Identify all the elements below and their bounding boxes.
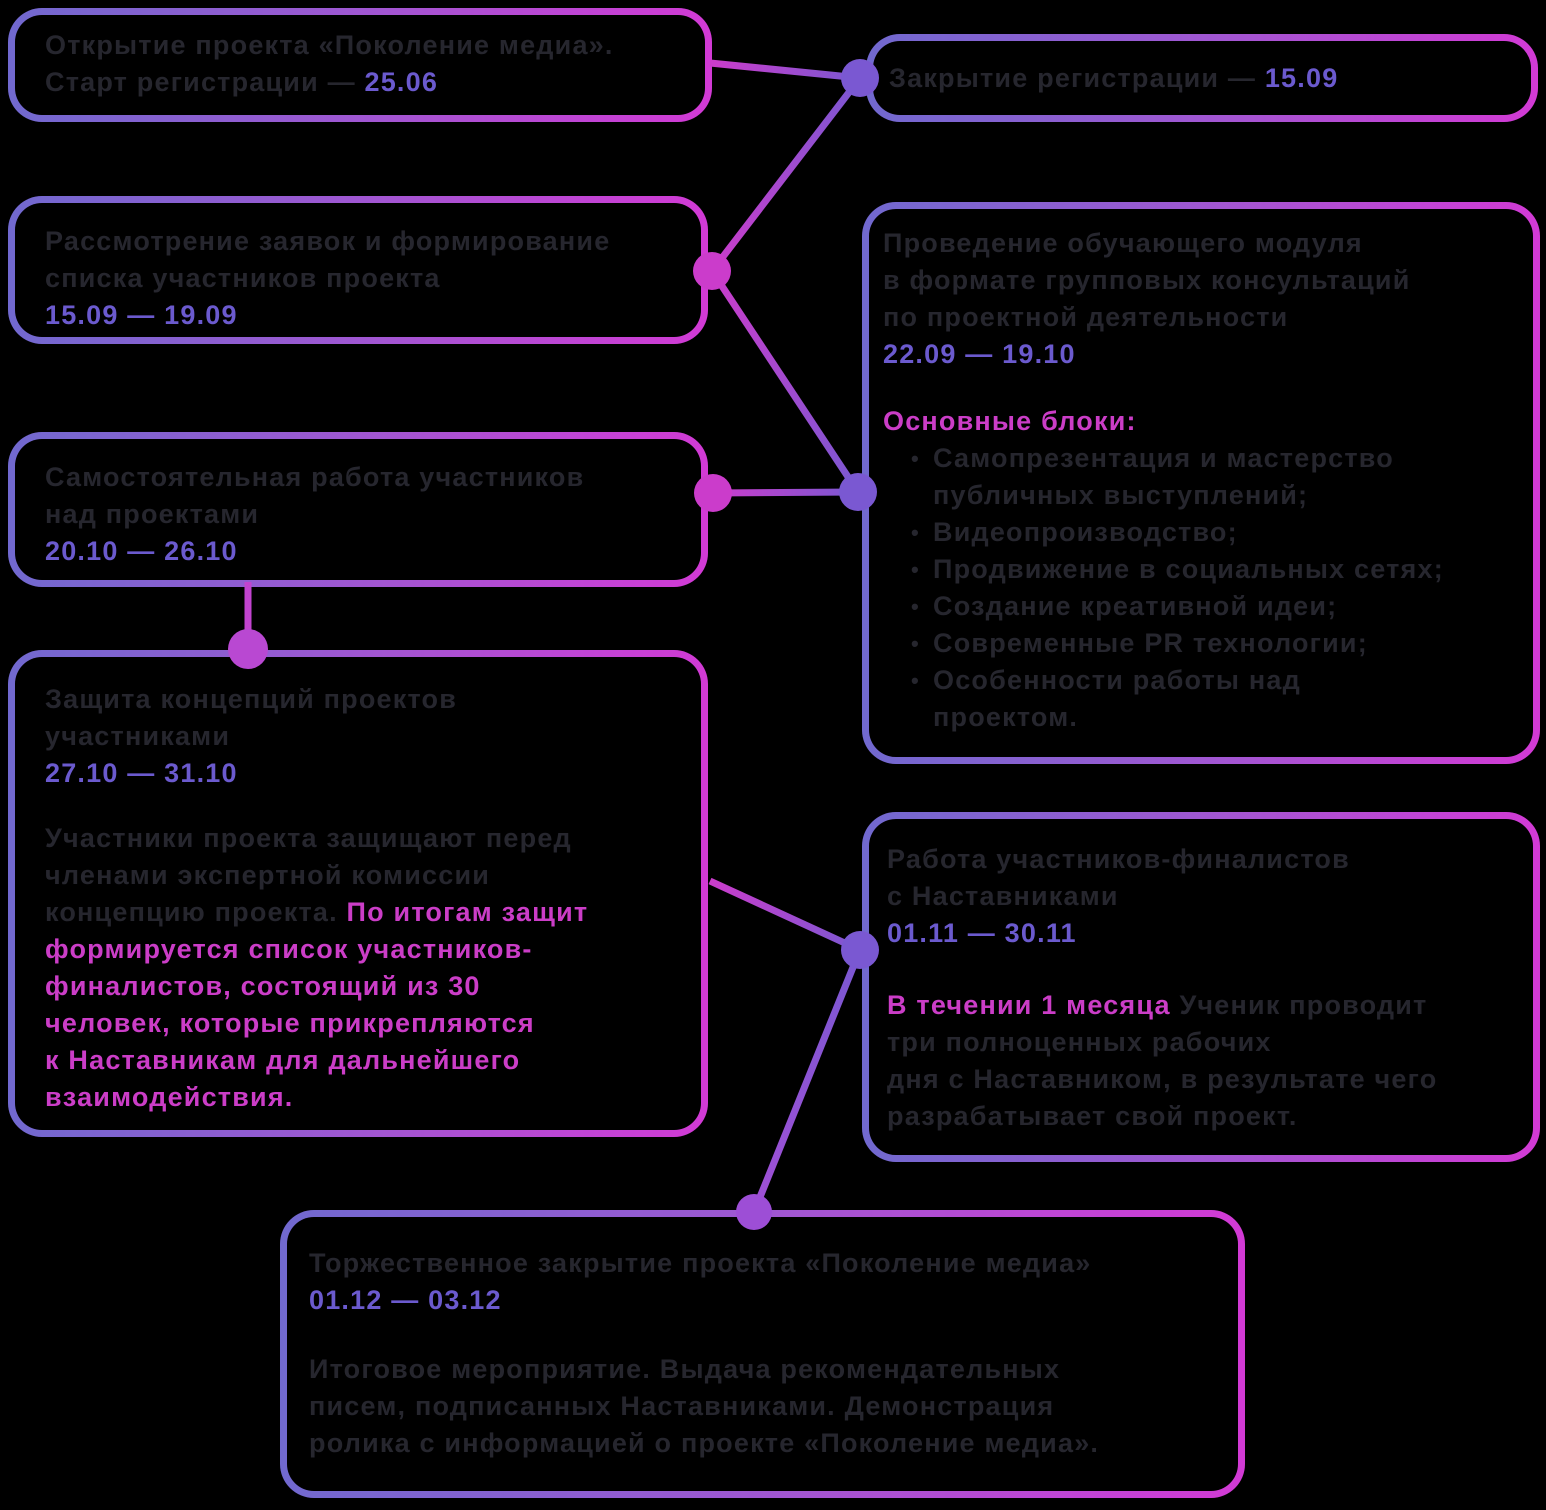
stage-box-concept-defense	[8, 650, 708, 1137]
stage-title-line2: с Наставниками	[887, 881, 1119, 911]
connector-line	[712, 78, 860, 271]
stage-date: 20.10 — 26.10	[45, 536, 238, 566]
list-item-continuation: проектом.	[933, 702, 1079, 732]
stage-box-training-module	[862, 202, 1540, 764]
list-item: • Создание креативной идеи;	[883, 588, 1517, 625]
bullet-icon: •	[911, 520, 920, 545]
stage-title	[45, 27, 681, 64]
stage-date: 27.10 — 31.10	[45, 758, 238, 788]
stage-title-line1: Защита концепций проектов	[45, 684, 458, 714]
stage-box-registration-closing	[866, 34, 1538, 122]
stage-date: 22.09 — 19.10	[883, 339, 1076, 369]
bullet-icon: •	[911, 557, 920, 582]
stage-box-applications-review	[8, 196, 708, 344]
list-item: • Самопрезентация и мастерство	[883, 440, 1517, 477]
stage-date: 15.09	[1264, 62, 1339, 93]
list-item: • Особенности работы над	[883, 662, 1517, 699]
stage-box-closing-ceremony	[280, 1210, 1245, 1498]
stage-title-line1: Самостоятельная работа участников	[45, 462, 585, 492]
stage-date: 15.09 — 19.09	[45, 300, 238, 330]
connector-line	[710, 881, 860, 950]
list-item: • Современные PR технологии;	[883, 625, 1517, 662]
list-item: • Видеопроизводство;	[883, 514, 1517, 551]
stage-date-prefix: Закрытие регистрации —	[889, 62, 1265, 93]
stage-box-mentor-work	[862, 812, 1540, 1162]
stage-date: 01.11 — 30.11	[887, 918, 1077, 948]
stage-title-line2: участниками	[45, 721, 231, 751]
connector-line	[713, 492, 858, 493]
stage-title-text: Открытие проекта «Поколение медиа».	[45, 30, 614, 60]
stage-title-line3: по проектной деятельности	[883, 302, 1289, 332]
stage-description: Участники проекта защищают перед членами экспертной комиссии концепцию проекта. По итогам защит формируется список участников- финалистов, состоящий из 30 человек, которые прикрепляются к Наставникам для дальнейшего взаимодействия.	[45, 823, 589, 1112]
stage-date: 25.06	[364, 67, 439, 97]
stage-date-line	[45, 64, 681, 101]
stage-title-line2: в формате групповых консультаций	[883, 265, 1411, 295]
bullet-icon: •	[911, 594, 920, 619]
connector-line	[710, 63, 860, 78]
stage-title-line1: Торжественное закрытие проекта «Поколение медиа»	[309, 1248, 1092, 1278]
connector-line	[754, 950, 860, 1212]
stage-title-line1: Рассмотрение заявок и формирование	[45, 226, 611, 256]
blocks-subtitle: Основные блоки:	[883, 406, 1137, 436]
stage-date-prefix: Старт регистрации —	[45, 67, 365, 97]
list-item: • Продвижение в социальных сетях;	[883, 551, 1517, 588]
bullet-icon: •	[911, 668, 920, 693]
stage-title	[889, 60, 1338, 97]
stage-title-line1: Проведение обучающего модуля	[883, 228, 1363, 258]
stage-date: 01.12 — 03.12	[309, 1285, 502, 1315]
stage-title-line1: Работа участников-финалистов	[887, 844, 1350, 874]
connector-line	[712, 271, 858, 492]
stage-title-line2: над проектами	[45, 499, 260, 529]
list-item-continuation: публичных выступлений;	[933, 480, 1309, 510]
stage-title-line2: списка участников проекта	[45, 263, 441, 293]
stage-description: В течении 1 месяца Ученик проводит три полноценных рабочих дня с Наставником, в результате чего разрабатывает свой проект.	[887, 990, 1438, 1131]
blocks-list	[883, 440, 1517, 736]
bullet-icon: •	[911, 446, 920, 471]
stage-description: Итоговое мероприятие. Выдача рекомендательных писем, подписанных Наставниками. Демонстрация ролика с информацией о проекте «Поколение медиа».	[309, 1354, 1100, 1458]
stage-box-independent-work	[8, 432, 708, 587]
bullet-icon: •	[911, 631, 920, 656]
stage-box-project-opening	[8, 8, 712, 122]
